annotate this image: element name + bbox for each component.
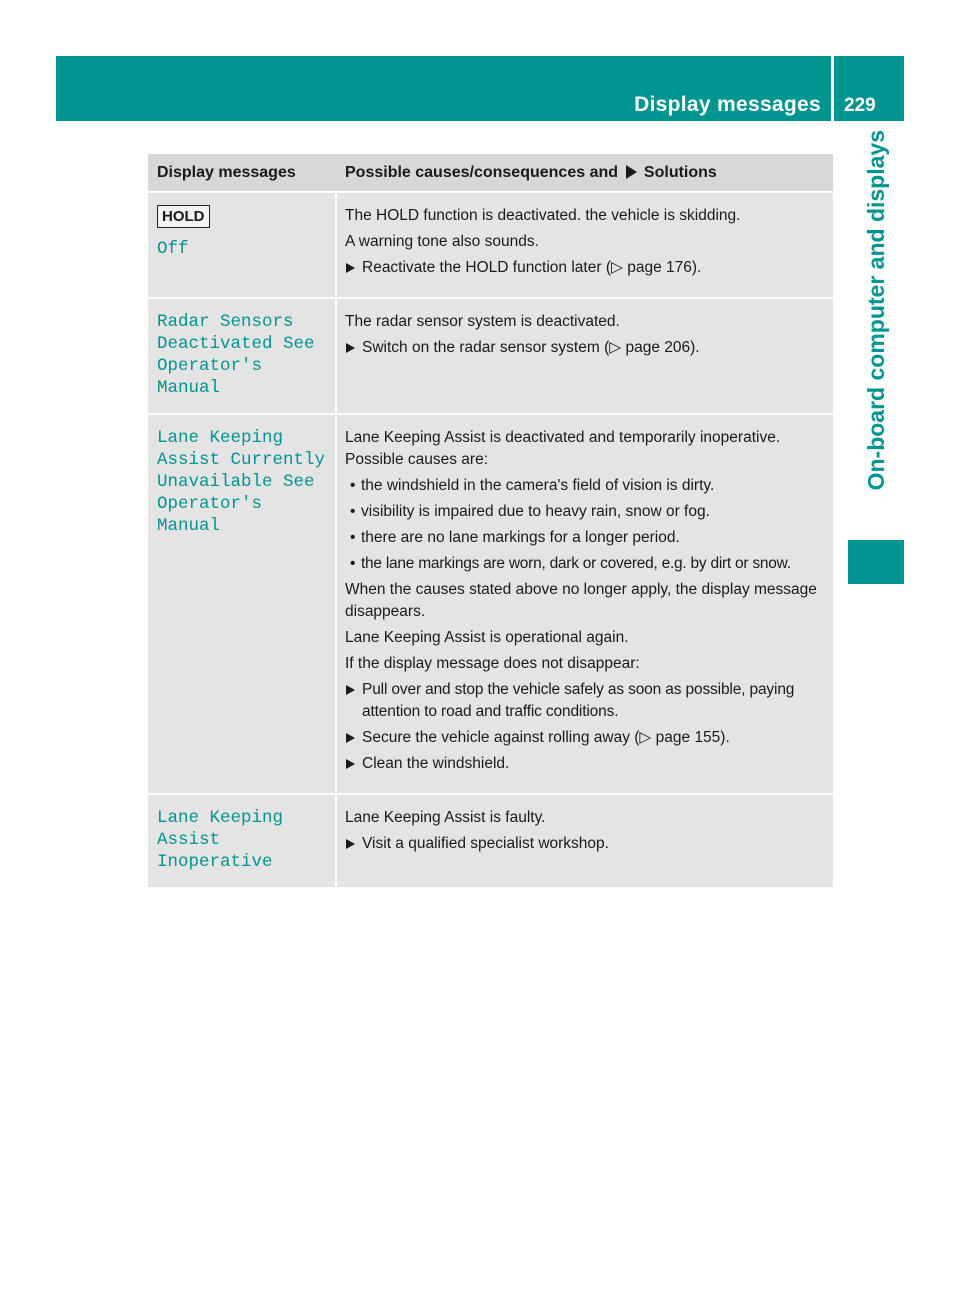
cause-text: Lane Keeping Assist is operational again. xyxy=(345,629,629,646)
solution-step: Clean the windshield. xyxy=(345,753,827,775)
cause-text: The radar sensor system is deactivated. xyxy=(345,313,620,330)
table-header-row xyxy=(148,154,833,192)
side-tab-label: On-board computer and displays xyxy=(862,130,889,491)
solution-step: Secure the vehicle against rolling away (▷ page 155). xyxy=(345,727,827,749)
solution-step: Pull over and stop the vehicle safely as soon as possible, paying attention to road and traffic conditions. xyxy=(345,679,827,723)
col-header-causes-solutions xyxy=(336,154,833,192)
message-cell xyxy=(148,414,336,794)
table-row xyxy=(148,794,833,887)
cause-text: Lane Keeping Assist is faulty. xyxy=(345,809,546,826)
table-row xyxy=(148,298,833,414)
cause-text: When the causes stated above no longer apply, the display message disappears. xyxy=(345,581,817,620)
cause-text: A warning tone also sounds. xyxy=(345,233,539,250)
header-bar xyxy=(56,56,831,121)
solution-cell xyxy=(336,794,833,887)
solution-cell xyxy=(336,414,833,794)
cause-text: If the display message does not disappear: xyxy=(345,655,640,672)
message-cell xyxy=(148,794,336,887)
display-messages-table xyxy=(148,154,833,887)
cause-bullet: • there are no lane markings for a longer period. xyxy=(345,527,827,549)
col-header-display-messages: Display messages xyxy=(148,154,336,192)
cause-text: The HOLD function is deactivated. the vehicle is skidding. xyxy=(345,207,741,224)
cause-bullet: • the windshield in the camera's field of vision is dirty. xyxy=(345,475,827,497)
cause-text: Lane Keeping Assist is deactivated and temporarily inoperative. Possible causes are: xyxy=(345,429,781,468)
col-header-solutions-text: Solutions xyxy=(643,164,717,181)
cause-bullet: • visibility is impaired due to heavy rain, snow or fog. xyxy=(345,501,827,523)
cause-bullet: • the lane markings are worn, dark or covered, e.g. by dirt or snow. xyxy=(345,553,827,575)
display-message: Lane Keeping Assist Currently Unavailable See Operator's Manual xyxy=(157,428,326,536)
display-message: Lane Keeping Assist Inoperative xyxy=(157,808,284,872)
hold-icon: HOLD xyxy=(157,205,210,228)
table-row xyxy=(148,414,833,794)
table-row xyxy=(148,192,833,298)
message-cell xyxy=(148,298,336,414)
display-message: Radar Sensors Deactivated See Operator's Manual xyxy=(157,312,315,398)
arrow-right-icon xyxy=(625,165,637,179)
page-number: 229 xyxy=(844,95,876,116)
solution-step: Reactivate the HOLD function later (▷ page 176). xyxy=(345,257,827,279)
page-number-box xyxy=(834,56,904,121)
solution-cell xyxy=(336,298,833,414)
display-message: Off xyxy=(157,239,189,259)
side-tab xyxy=(848,130,904,535)
solution-step: Visit a qualified specialist workshop. xyxy=(345,833,827,855)
side-tab-marker xyxy=(848,540,904,584)
col-header-causes-text: Possible causes/consequences and xyxy=(345,164,619,181)
message-cell xyxy=(148,192,336,298)
solution-cell xyxy=(336,192,833,298)
header-title: Display messages xyxy=(634,93,821,116)
solution-step: Switch on the radar sensor system (▷ page 206). xyxy=(345,337,827,359)
